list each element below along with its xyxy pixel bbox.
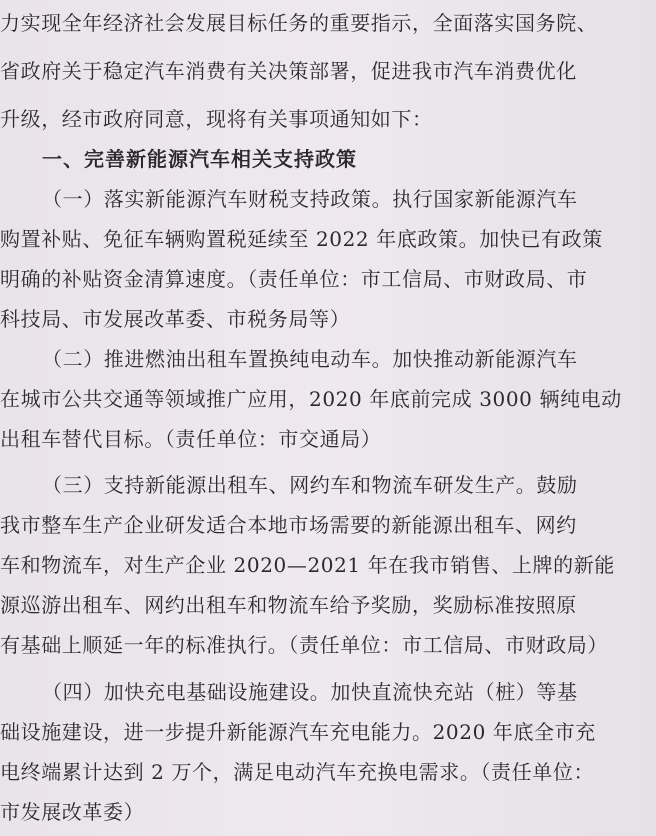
item-2-line-1: （二）推进燃油出租车置换纯电动车。加快推动新能源汽车 [42, 347, 578, 371]
intro-line-3: 升级，经市政府同意，现将有关事项通知如下： [0, 107, 433, 131]
item-3-line-2: 我市整车生产企业研发适合本地市场需要的新能源出租车、网约 [0, 513, 577, 537]
item-3-line-1: （三）支持新能源出租车、网约车和物流车研发生产。鼓励 [42, 473, 578, 497]
intro-line-2: 省政府关于稳定汽车消费有关决策部署，促进我市汽车消费优化 [0, 59, 577, 83]
item-4-line-2: 础设施建设，进一步提升新能源汽车充电能力。2020 年底全市充 [0, 720, 596, 744]
item-4-line-4: 市发展改革委） [0, 800, 145, 824]
section-heading: 一、完善新能源汽车相关支持政策 [42, 147, 357, 171]
item-3-line-3: 车和物流车，对生产企业 2020—2021 年在我市销售、上牌的新能 [0, 553, 615, 577]
item-1-line-1: （一）落实新能源汽车财税支持政策。执行国家新能源汽车 [42, 187, 578, 211]
item-1-line-2: 购置补贴、免征车辆购置税延续至 2022 年底政策。加快已有政策 [0, 227, 603, 251]
item-3-line-4: 源巡游出租车、网约出租车和物流车给予奖励，奖励标准按照原 [0, 593, 577, 617]
item-1-line-3: 明确的补贴资金清算速度。（责任单位：市工信局、市财政局、市 [0, 267, 588, 291]
item-2-line-3: 出租车替代目标。（责任单位：市交通局） [0, 427, 382, 451]
item-4-line-3: 电终端累计达到 2 万个，满足电动汽车充换电需求。（责任单位： [0, 760, 595, 784]
item-4-line-1: （四）加快充电基础设施建设。加快直流快充站（桩）等基 [42, 680, 578, 704]
intro-line-1: 力实现全年经济社会发展目标任务的重要指示，全面落实国务院、 [0, 11, 598, 35]
item-3-line-5: 有基础上顺延一年的标准执行。（责任单位：市工信局、市财政局） [0, 633, 608, 657]
item-2-line-2: 在城市公共交通等领域推广应用，2020 年底前完成 3000 辆纯电动 [0, 387, 622, 411]
item-1-line-4: 科技局、市发展改革委、市税务局等） [0, 307, 351, 331]
